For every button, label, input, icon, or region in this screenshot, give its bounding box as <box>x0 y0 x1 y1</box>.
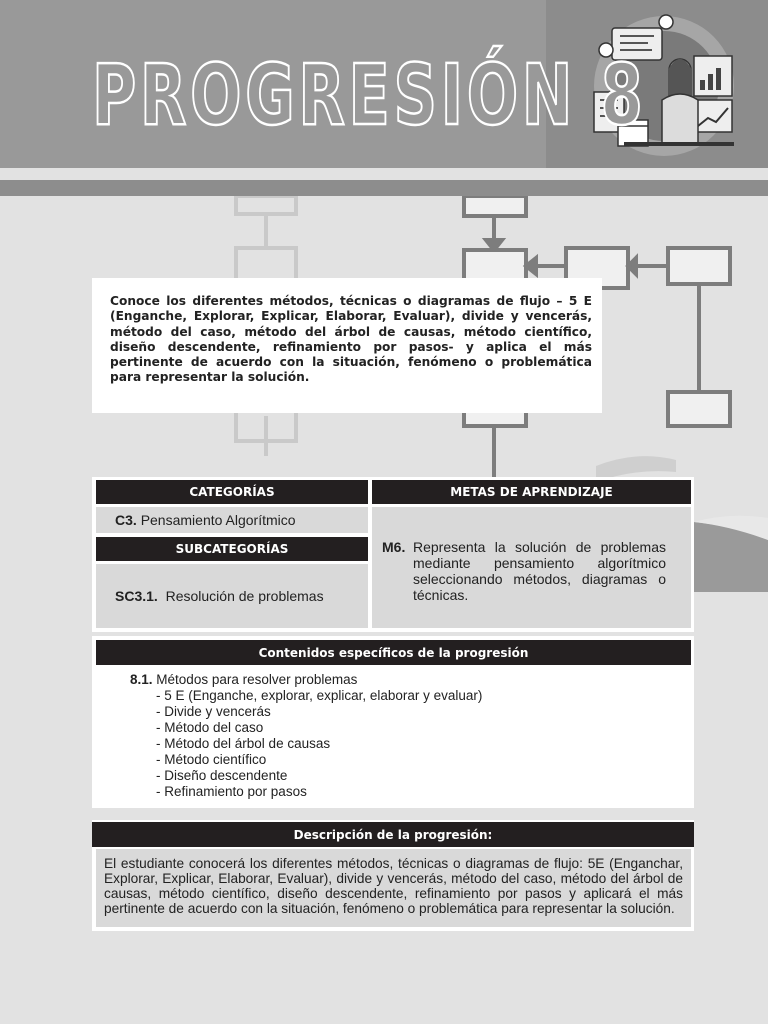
list-item: - Método del árbol de causas <box>156 736 331 751</box>
list-item: - Diseño descendente <box>156 768 288 783</box>
intro-text: Conoce los diferentes métodos, técnicas o diagramas de flujo – 5 E (Enganche, Explorar, Explicar, Elaborar, Evaluar), divide y vencerás, método del caso, método del árbol de causas, método científico, diseño descendente, refinamiento por pasos- y aplica el más pertinente de acuerdo con la situación, fenómeno o problemática para representar la solución. <box>110 294 592 385</box>
contenidos-title: Métodos para resolver problemas <box>156 672 358 687</box>
intro-box <box>92 278 602 413</box>
meta-text: Representa la solución de problemas mediante pensamiento algorítmico seleccionando métodos, diagramas o técnicas. <box>413 539 666 603</box>
subcategoria-code: SC3.1. <box>115 588 158 604</box>
meta-cell <box>372 507 691 628</box>
contenidos-title-row <box>130 672 482 688</box>
contenidos-header: Contenidos específicos de la progresión <box>96 640 691 665</box>
header-band <box>0 180 768 196</box>
subcategorias-header: SUBCATEGORÍAS <box>96 537 368 561</box>
subcategoria-text: Resolución de problemas <box>165 588 324 604</box>
categoria-code: C3. <box>115 512 137 528</box>
meta-code: M6. <box>382 539 406 555</box>
descripcion-cell <box>96 849 691 927</box>
list-item: - 5 E (Enganche, explorar, explicar, elaborar y evaluar) <box>156 688 483 703</box>
categoria-cell <box>96 507 368 533</box>
contenidos-list <box>130 672 482 800</box>
list-item: - Método científico <box>156 752 267 767</box>
categoria-text: Pensamiento Algorítmico <box>140 512 296 528</box>
page-title: PROGRESIÓN 8 <box>92 46 647 144</box>
descripcion-text: El estudiante conocerá los diferentes métodos, técnicas o diagramas de flujo: 5E (Enganchar, Explorar, Explicar, Elaborar, Evaluar), divide y vencerás, método del caso, método del árbol de causas, método científico, diseño descendente, refinamiento por pasos y aplicará el más pertinente de acuerdo con la situación, fenómeno o problemática para representar la solución. <box>104 856 683 916</box>
list-item: - Refinamiento por pasos <box>156 784 307 799</box>
categorias-header: CATEGORÍAS <box>96 480 368 504</box>
descripcion-header: Descripción de la progresión: <box>92 822 694 847</box>
subcategoria-cell <box>96 564 368 628</box>
metas-header: METAS DE APRENDIZAJE <box>372 480 691 504</box>
list-item: - Divide y vencerás <box>156 704 271 719</box>
contenidos-code: 8.1. <box>130 672 153 687</box>
list-item: - Método del caso <box>156 720 264 735</box>
